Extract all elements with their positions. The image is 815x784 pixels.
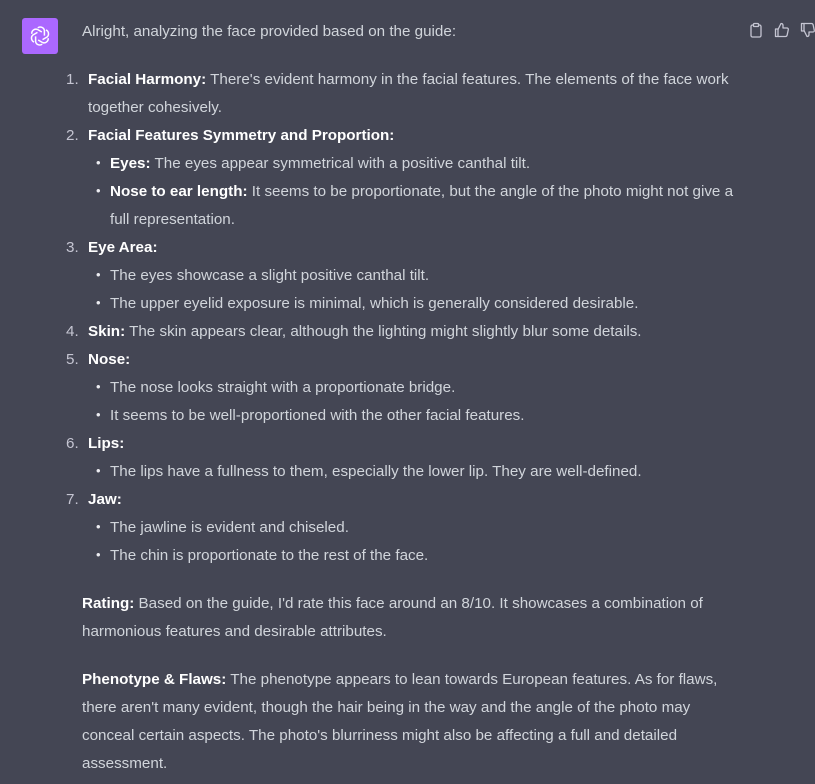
assistant-message [66,18,742,778]
list-item-facial-harmony [66,66,742,122]
sub-item-text: The chin is proportionate to the rest of the face. [110,547,429,564]
sub-item-title: Nose to ear length: [110,183,248,200]
sub-item-title: Eyes: [110,155,151,172]
copy-button[interactable] [747,21,765,39]
thumbs-up-button[interactable] [773,21,791,39]
sub-list [88,150,742,234]
sub-list-item [88,542,742,570]
list-item-lips [66,430,742,486]
rating-paragraph [82,590,742,646]
sub-list [88,458,742,486]
thumbs-down-icon [800,22,815,38]
list-number: 2. [66,127,79,144]
analysis-list [66,66,742,570]
sub-list-item [88,514,742,542]
assistant-avatar [22,18,58,54]
phenotype-text: The phenotype appears to lean towards European features. As for flaws, there aren't many evident, though the hair being in the way and the angle of the photo may conceal certain aspects. The photo's blurriness might also be affecting a full and detailed assessment. [82,671,718,772]
item-title: Facial Harmony: [88,71,207,88]
sub-item-text: The eyes appear symmetrical with a positive canthal tilt. [150,155,531,172]
rating-text: Based on the guide, I'd rate this face around an 8/10. It showcases a combination of harmonious features and desirable attributes. [82,595,703,640]
phenotype-paragraph [82,666,742,778]
sub-list-item [88,290,742,318]
sub-item-text: The eyes showcase a slight positive canthal tilt. [110,267,430,284]
list-number: 7. [66,491,79,508]
list-number: 4. [66,323,79,340]
list-number: 6. [66,435,79,452]
item-title: Facial Features Symmetry and Proportion: [88,127,395,144]
sub-list-item [88,402,742,430]
message-actions [747,21,815,39]
phenotype-label: Phenotype & Flaws: [82,671,227,688]
sub-item-text: The nose looks straight with a proportionate bridge. [110,379,456,396]
sub-list-item [88,374,742,402]
clipboard-icon [748,22,764,38]
sub-item-text: The lips have a fullness to them, especially the lower lip. They are well-defined. [110,463,642,480]
item-title: Nose: [88,351,131,368]
sub-list-item [88,150,742,178]
sub-item-text: The upper eyelid exposure is minimal, which is generally considered desirable. [110,295,639,312]
openai-logo-icon [28,24,52,48]
list-item-jaw [66,486,742,570]
sub-item-text: It seems to be well-proportioned with the other facial features. [110,407,525,424]
list-item-nose [66,346,742,430]
item-text: The skin appears clear, although the lighting might slightly blur some details. [125,323,642,340]
sub-list [88,514,742,570]
item-title: Skin: [88,323,126,340]
list-number: 1. [66,71,79,88]
item-text: There's evident harmony in the facial features. The elements of the face work together cohesively. [88,71,729,116]
sub-list [88,262,742,318]
list-item-skin [66,318,742,346]
list-number: 3. [66,239,79,256]
sub-list [88,374,742,430]
sub-list-item [88,262,742,290]
message-intro: Alright, analyzing the face provided based on the guide: [82,23,457,40]
thumbs-down-button[interactable] [799,21,815,39]
sub-list-item [88,458,742,486]
sub-item-text: It seems to be proportionate, but the angle of the photo might not give a full representation. [110,183,734,228]
list-item-symmetry [66,122,742,234]
list-item-eye-area [66,234,742,318]
list-number: 5. [66,351,79,368]
sub-item-text: The jawline is evident and chiseled. [110,519,349,536]
item-title: Lips: [88,435,125,452]
sub-list-item [88,178,742,234]
rating-label: Rating: [82,595,135,612]
item-title: Jaw: [88,491,122,508]
item-title: Eye Area: [88,239,158,256]
thumbs-up-icon [774,22,790,38]
